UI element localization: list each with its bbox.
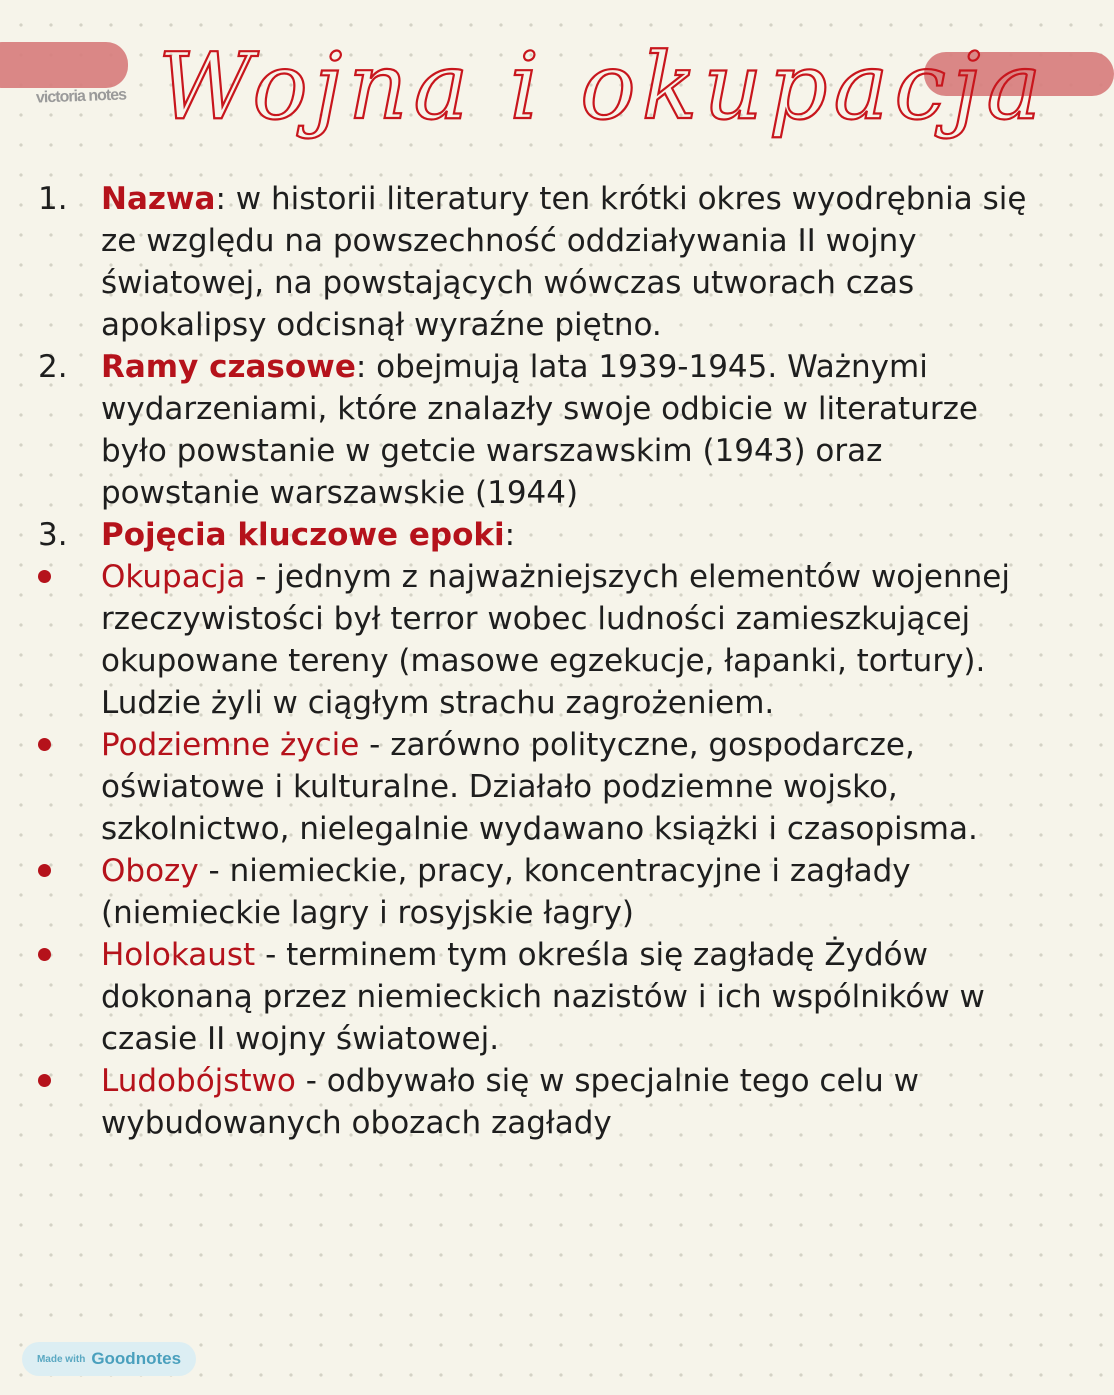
bullet-dot-icon [38,948,51,961]
term-definition: - zarówno polityczne, gospodarcze, oświatowe i kulturalne. Działało podziemne wojsko, szkolnictwo, nielegalnie wydawano książki i czasopisma. [101,727,978,847]
list-item [0,346,1080,514]
list-item [0,514,1080,556]
term: Okupacja [101,559,246,595]
washi-tape-left [0,42,128,88]
page-title [150,18,1048,168]
bullet-dot-icon [38,570,51,583]
term-definition: - terminem tym określa się zagładę Żydów dokonaną przez niemieckich nazistów i ich wspólników w czasie II wojny światowej. [101,937,985,1057]
item-text: obejmują lata 1939-1945. Ważnymi wydarzeniami, które znalazły swoje odbicie w literaturze było powstanie w getcie warszawskim (1943) oraz powstanie warszawskie (1944) [101,349,978,511]
separator: : [355,349,377,385]
list-number: 1. [38,181,68,217]
term: Podziemne życie [101,727,360,763]
term: Obozy [101,853,199,889]
list-number: 2. [38,349,68,385]
bullet-dot-icon [38,864,51,877]
made-with-goodnotes-badge [22,1342,196,1376]
term-definition: - jednym z najważniejszych elementów wojennej rzeczywistości był terror wobec ludności zamieszkującej okupowane tereny (masowe egzekucje, łapanki, tortury). Ludzie żyli w ciągłym strachu zagrożeniem. [101,559,1010,721]
bullet-item [0,1060,1080,1144]
keyword: Ramy czasowe [101,349,356,385]
term-definition: - niemieckie, pracy, koncentracyjne i zagłady (niemieckie lagry i rosyjskie łagry) [101,853,911,931]
list-item [0,178,1080,346]
separator: : [215,181,236,217]
brand-logo: victoria notes [35,86,127,107]
bullet-item [0,850,1080,934]
separator: : [504,517,516,553]
goodnotes-logo: Goodnotes [91,1349,182,1368]
bullet-item [0,556,1080,724]
made-with-label: Made with [36,1353,86,1365]
term: Holokaust [101,937,256,973]
bullet-item [0,724,1080,850]
keyword: Nazwa [101,181,216,217]
list-number: 3. [38,517,68,553]
bullet-item [0,934,1080,1060]
bullet-dot-icon [38,1074,51,1087]
keyword: Pojęcia kluczowe epoki [101,517,505,553]
term-definition: - odbywało się w specjalnie tego celu w wybudowanych obozach zagłady [101,1063,920,1141]
notes-content [0,178,1080,1144]
bullet-dot-icon [38,738,51,751]
term: Ludobójstwo [101,1063,296,1099]
item-text: w historii literatury ten krótki okres wyodrębnia się ze względu na powszechność oddziaływania II wojny światowej, na powstających wówczas utworach czas apokalipsy odcisnął wyraźne piętno. [101,181,1027,343]
page-title-text: Wojna i okupacja [158,33,1048,140]
